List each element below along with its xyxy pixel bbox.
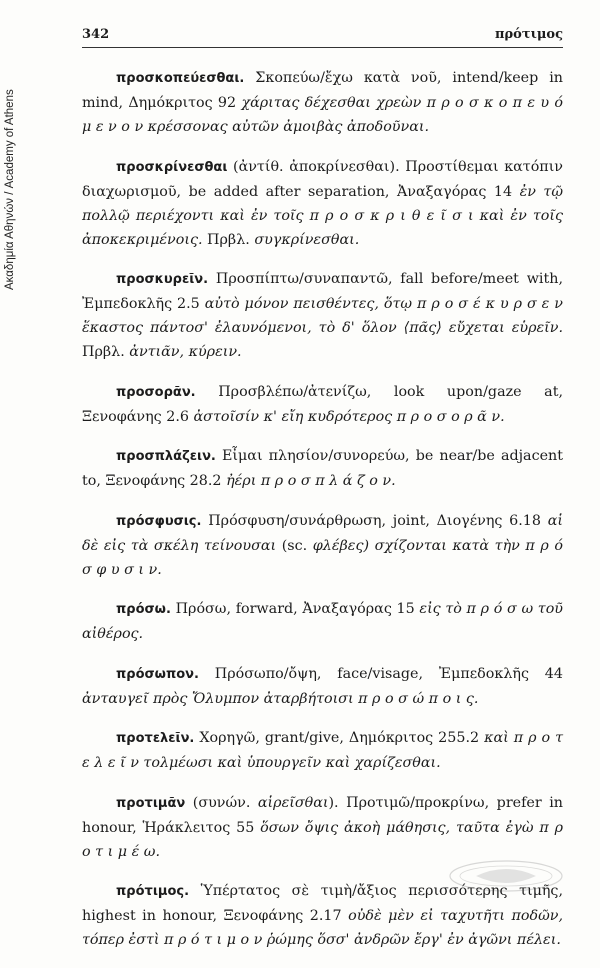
entry-lemma: προτιμᾶν <box>116 795 186 811</box>
entry-lemma: πρόσω. <box>116 602 171 617</box>
entry-lemma: πρότιμος. <box>116 884 190 899</box>
entry-quote: εἰς τὸ π ρ ό σ ω τοῦ αἰθέρος. <box>82 601 563 642</box>
entry-tail: Πρβλ. <box>82 344 130 360</box>
entry-tail: (sc. <box>276 537 313 554</box>
entry-quote: ἀστοῖσίν κ' εἴη κυδρότερος π ρ ο σ ο ρ ᾶ ν. <box>193 408 505 425</box>
dictionary-entry <box>82 66 563 139</box>
dictionary-entry <box>82 267 563 364</box>
archive-watermark: Ακαδημία Αθηνών / Academy of Athens <box>4 89 16 291</box>
entry-quote: καὶ π ρ ο τ ε λ ε ῖ ν τολμέωσι καὶ ὑπουργεῖν καὶ χαρίζεσθαι. <box>82 730 563 771</box>
entry-quote: οὐδὲ μὲν εἰ ταχυτῆτι ποδῶν, τόπερ ἐστὶ π ρ ό τ ι μ ο ν ῥώμης ὅσσ' ἀνδρῶν ἔργ' ἐν ἀγῶνι πέλει. <box>82 908 564 948</box>
dictionary-entry <box>82 791 563 864</box>
dictionary-entry <box>82 597 563 646</box>
dictionary-entry <box>82 155 563 252</box>
entry-gloss: Προσβλέπω/ἀτενίζω, look upon/gaze at, Ξενοφάνης 2.6 <box>82 383 563 425</box>
page-header <box>82 27 563 48</box>
dictionary-entry <box>82 444 563 493</box>
entry-quote: ἐν τῷ πολλῷ περιέχοντι καὶ ἐν τοῖς π ρ ο σ κ ρ ι θ ε ῖ σ ι καὶ ἐν τοῖς ἀποκεκριμένοις. <box>82 183 564 248</box>
faded-seal-stamp <box>446 858 566 894</box>
entry-gloss: Σκοπεύω/ἔχω κατὰ νοῦ, intend/keep in mind, Δημόκριτος 92 <box>82 70 563 111</box>
dictionary-entry <box>82 726 563 775</box>
entry-gloss: Εἶμαι πλησίον/συνορεύω, be near/be adjacent to, Ξενοφάνης 28.2 <box>82 448 563 489</box>
entry-tail-quote: φλέβες) σχίζονται κατὰ τὴν π ρ ό σ φ υ σ ι ν. <box>82 537 564 578</box>
entry-gloss: Πρόσω, forward, Ἀναξαγόρας 15 <box>170 601 420 617</box>
entry-gloss: Προσπίπτω/συναπαντῶ, fall before/meet with, Ἐμπεδοκλῆς 2.5 <box>82 271 563 312</box>
entry-gloss: Χορηγῶ, grant/give, Δημόκριτος 255.2 <box>194 730 485 746</box>
entry-quote: ἠέρι π ρ ο σ π λ ά ζ ο ν. <box>226 473 396 489</box>
dictionary-entry <box>82 509 563 582</box>
dictionary-entry <box>82 380 563 429</box>
dictionary-entry <box>82 662 563 711</box>
entry-lemma: προσπλάζειν. <box>116 449 216 464</box>
entry-lemma: προτελεῖν. <box>116 731 195 746</box>
entry-quote: αὐτὸ μόνον πεισθέντες, ὅτῳ π ρ ο σ έ κ υ ρ σ ε ν ἕκαστος πάντοσ' ἐλαυνόμενοι, τὸ δ' ὅλον ⟨πᾶς⟩ εὔχεται εὑρεῖν. <box>82 296 563 336</box>
entry-tail: ). Προτιμῶ/προκρίνω, prefer in honour, Ἡράκλειτος 55 <box>82 794 563 836</box>
entry-tail-quote: συγκρίνεσθαι. <box>254 231 360 248</box>
running-head: πρότιμος <box>495 27 563 42</box>
entry-gloss: (συνών. <box>185 794 258 811</box>
entry-gloss: Πρόσωπο/ὄψη, face/visage, Ἐμπεδοκλῆς 44 <box>198 665 563 682</box>
page-number: 342 <box>82 27 110 42</box>
entry-tail-quote: ὅσων ὄψις ἀκοὴ μάθησις, ταῦτα ἐγὼ π ρ ο τ ι μ έ ω. <box>82 819 563 860</box>
entry-lemma: πρόσωπον. <box>116 666 199 682</box>
entry-tail: Πρβλ. <box>202 231 255 248</box>
dictionary-entries <box>82 66 563 968</box>
entry-lemma: προσκρίνεσθαι <box>116 159 228 175</box>
entry-gloss: (ἀντίθ. ἀποκρίνεσθαι). Προστίθεμαι κατόπιν διαχωρισμοῦ, be added after separation, Ἀναξαγόρας 14 <box>82 158 563 200</box>
entry-lemma: προσκοπεύεσθαι. <box>116 71 245 86</box>
entry-quote: αἱρεῖσθαι <box>257 794 329 811</box>
entry-quote: ἀνταυγεῖ πρὸς Ὄλυμπον ἀταρβήτοισι π ρ ο σ ώ π ο ι ς. <box>82 690 479 707</box>
entry-lemma: προσκυρεῖν. <box>116 272 209 287</box>
entry-gloss: Πρόσφυση/συνάρθρωση, joint, Διογένης 6.18 <box>201 512 548 529</box>
entry-quote: αἱ δὲ εἰς τὰ σκέλη τείνουσαι <box>82 512 563 554</box>
entry-lemma: προσορᾶν. <box>116 384 196 400</box>
entry-tail-quote: ἀντιᾶν, κύρειν. <box>129 344 242 360</box>
entry-gloss: Ὑπέρτατος σὲ τιμὴ/ἄξιος περισσότερης τιμῆς, highest in honour, Ξενοφάνης 2.17 <box>82 883 563 924</box>
entry-quote: χάριτας δέχεσθαι χρεὼν π ρ ο σ κ ο π ε υ ό μ ε ν ο ν κρέσσονας αὐτῶν ἀμοιβὰς ἀποδοῦναι. <box>82 95 563 135</box>
entry-lemma: πρόσφυσις. <box>116 513 202 529</box>
